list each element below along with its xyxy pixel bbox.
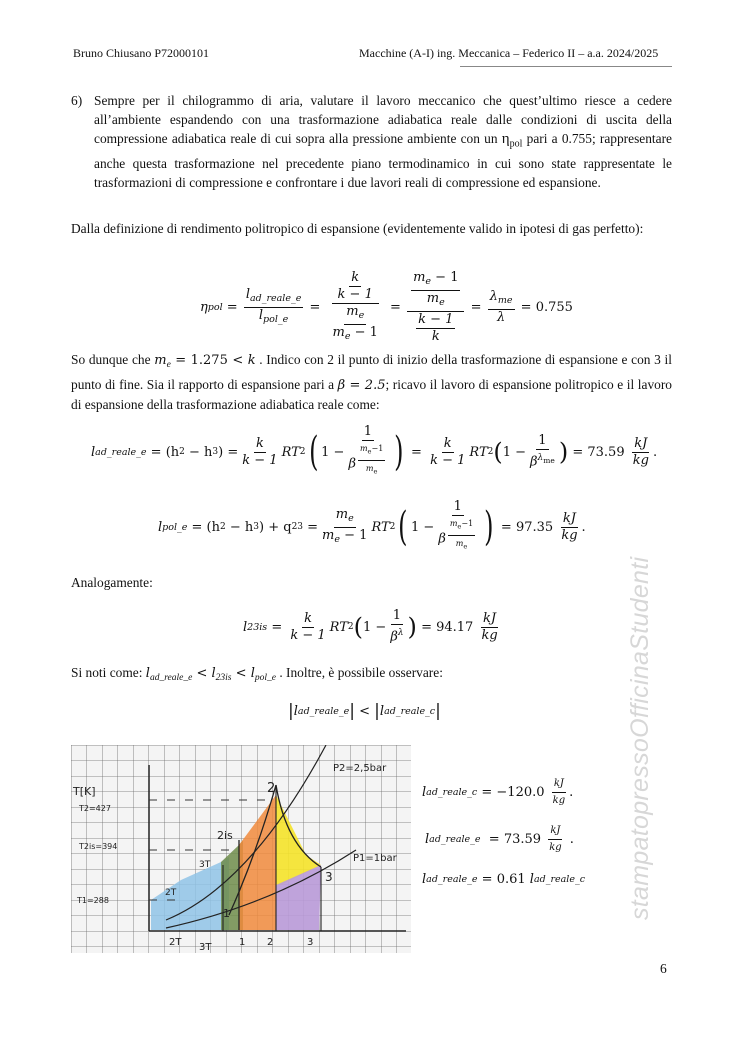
label-point-2: 2 [267,781,276,796]
label-s-3: 3 [307,937,314,948]
label-point-2is: 2is [217,829,233,842]
question-number: 6) [71,93,83,108]
header-course: Macchine (A-I) ing. Meccanica – Federico II – a.a. 2024/2025 [359,46,659,60]
equation-eta-pol: η pol = $\frac{l_{ad\_reale\_e}}{l_{pol\_e}}$ = $\frac{\frac{k}{k - 1}}{\frac{m_e}{m_e - 1}}$ = $\frac{\frac{m_e - 1}{m_e}}{\frac{k - 1}{k}}$ = $\frac{\lambda_{me}}{\lambda}$ = 0.755 [200,269,573,344]
label-s-2T: 2T [169,937,182,948]
abs-inequality: | l ad_reale_e | < | l ad_reale_c | [288,701,441,721]
label-p1: P1=1bar [353,853,397,864]
header-rule [460,66,672,67]
label-p2: P2=2,5bar [333,763,387,774]
label-axis-T: T[K] [73,785,96,798]
page-number: 6 [660,961,667,976]
label-T1: T1=288 [77,896,109,905]
label-point-3T: 3T [199,860,211,870]
label-point-1: 1 [223,907,230,920]
equation-l-ad-reale-e: l ad_reale_e = (h 2 − h 3 ) = $\frac{k}{k - 1}$ RT 2 ( 1 − 1 β $^{\frac{m_e-1}{m_e}}$ ) = $\frac{k}{k - 1}$ RT 2 ( 1 − $\frac{1}{\beta^{\lambda_{me}}}$ ) = 73.59 $\frac{kJ}{kg}$ . [91,424,658,476]
intro-paragraph: Dalla definizione di rendimento politropico di espansione (evidentemente valido in ipotesi di gas perfetto): [71,221,644,236]
side-eq-ratio: l ad_reale_e = 0.61 l ad_reale_c [422,872,586,887]
ts-diagram-sketch [71,745,411,953]
question-text: Sempre per il chilogrammo di aria, valutare il lavoro meccanico che quest’ultimo riesce a cedere all’ambiente espandendo con una trasformazione adiabatica reale dalle condizioni di uscita della compressione adiabatica reale di cui sopra alla pressione ambiente con un $\eta_{pol}$ pari a 0.755; rappresentare anche questa trasformazione nel precedente piano termodinamico in cui sono state rappresentate le trasformazioni di compressione e confrontare i due lavori reali di compressione ed espansione. [94,93,672,190]
side-eq-l-ad-e: l ad_reale_e = 73.59 $\frac{kJ}{kg}$ . [425,825,574,853]
label-s-3T: 3T [199,942,212,953]
analog-label: Analogamente: [71,575,153,590]
note-inequality: Si noti come: $l_{ad\_reale\_e} < l_{23is} < l_{pol\_e}$ . Inoltre, è possibile osservare: [71,665,443,683]
side-eq-l-ad-c: l ad_reale_c = −120.0 $\frac{kJ}{kg}$ . [422,778,574,806]
label-point-3: 3 [325,870,333,884]
label-s-2: 2 [267,937,274,948]
equation-l-23is: l 23is = $\frac{k}{k - 1}$ RT 2 ( 1 − $\frac{1}{\beta^\lambda}$ ) = 94.17 $\frac{kJ}{kg}$ [243,608,498,645]
label-point-2T: 2T [165,888,177,898]
label-T2: T2=427 [79,804,111,813]
label-s-1: 1 [239,937,246,948]
label-T2is: T2is=394 [79,842,118,851]
eta-symbol: η [501,131,510,147]
equation-l-pol-e: l pol_e = (h 2 − h 3 ) + q 23 = $\frac{m_e}{m_e - 1}$ RT 2 ( 1 − 1 β $^{\frac{m_e-1}{m_e}}$ ) = 97.35 $\frac{kJ}{kg}$ . [158,499,586,551]
paragraph-expansion: So dunque che $m_e = 1.275 < k$ . Indico con 2 il punto di inizio della trasformazione di espansione e con 3 il punto di fine. Sia il rapporto di espansione pari a β = 2.5; ricavo il lavoro di espansione politropico e il lavoro di espansione della trasformazione adiabatica reale come: [71,352,672,412]
watermark: stampatopressoOfficinaStudenti [626,556,654,920]
header-author: Bruno Chiusano P72000101 [73,46,210,60]
